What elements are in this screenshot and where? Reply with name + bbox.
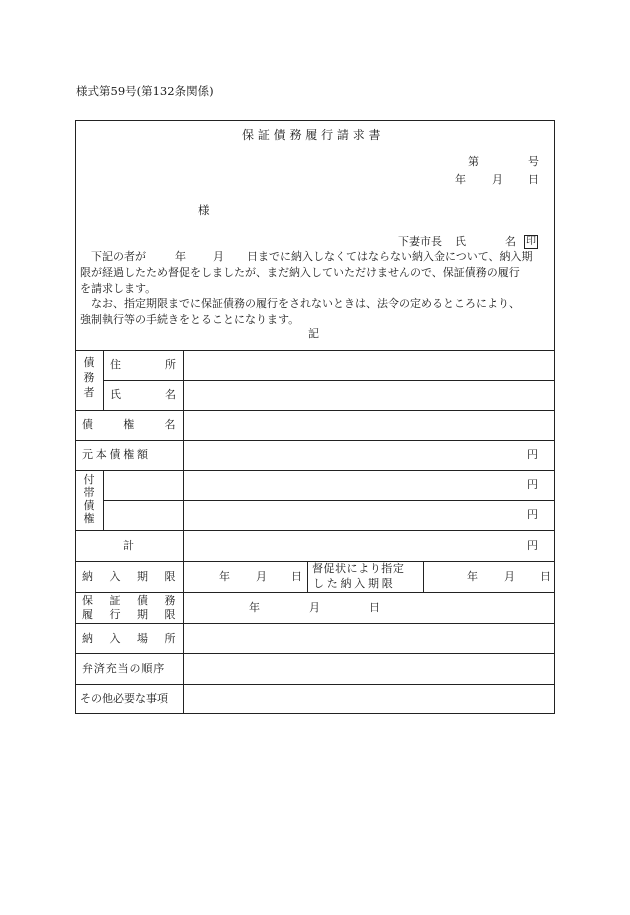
dunning-day: 日 bbox=[540, 570, 551, 583]
total-label: 計 bbox=[123, 539, 134, 552]
issuer-name-label: 氏 bbox=[455, 235, 466, 248]
dunning-year: 年 bbox=[467, 570, 478, 583]
body-p1-lead: 下記の者が bbox=[91, 250, 146, 263]
issuer-title: 下妻市長 bbox=[398, 235, 442, 248]
claim-name-label: 債 権 名 bbox=[82, 418, 179, 431]
dunning-label-2: した納入期限 bbox=[313, 577, 396, 590]
guarantee-label-2: 履 行 期 限 bbox=[82, 608, 179, 621]
name-label: 氏 名 bbox=[110, 388, 179, 401]
dunning-label-1: 督促状により指定 bbox=[312, 562, 405, 575]
guarantee-day: 日 bbox=[369, 601, 380, 614]
document-title: 保 証 債 務 履 行 請 求 書 bbox=[242, 128, 381, 142]
form-number-caption: 様式第59号(第132条関係) bbox=[76, 84, 214, 98]
payment-place-label: 納 入 場 所 bbox=[82, 632, 179, 645]
row-line-11 bbox=[75, 653, 555, 654]
total-yen: 円 bbox=[527, 539, 538, 552]
seal-mark: 印 bbox=[526, 236, 536, 247]
row-line-1 bbox=[75, 350, 555, 351]
dunning-month: 月 bbox=[504, 570, 515, 583]
row-line-6 bbox=[103, 500, 555, 501]
row-line-7 bbox=[75, 530, 555, 531]
name-field[interactable] bbox=[184, 389, 554, 409]
row-line-10 bbox=[75, 623, 555, 624]
allocation-order-label: 弁済充当の順序 bbox=[82, 662, 166, 675]
debtor-divider bbox=[103, 350, 104, 410]
ancillary-yen-2: 円 bbox=[527, 508, 538, 521]
ancillary-label: 付帯債権 bbox=[83, 473, 95, 525]
row-line-9 bbox=[75, 592, 555, 593]
address-label: 住 所 bbox=[110, 358, 179, 371]
guarantee-month: 月 bbox=[309, 601, 320, 614]
body-p1-line3: を請求します。 bbox=[80, 282, 157, 295]
due-date-label: 納 入 期 限 bbox=[82, 570, 179, 583]
ancillary-yen-1: 円 bbox=[527, 478, 538, 491]
body-p1-line2: 限が経過したため督促をしましたが、まだ納入していただけませんので、保証債務の履行 bbox=[80, 266, 520, 279]
number-suffix: 号 bbox=[528, 155, 539, 168]
other-matters-label: その他必要な事項 bbox=[80, 692, 168, 705]
due-day: 日 bbox=[291, 570, 302, 583]
allocation-order-field[interactable] bbox=[184, 657, 554, 681]
other-matters-field[interactable] bbox=[184, 688, 554, 712]
row-line-2 bbox=[103, 380, 555, 381]
due-mid-divider-left bbox=[307, 561, 308, 592]
body-p1-month: 月 bbox=[213, 250, 224, 263]
row-line-5 bbox=[75, 470, 555, 471]
address-field[interactable] bbox=[184, 359, 554, 379]
guarantee-year: 年 bbox=[249, 601, 260, 614]
principal-yen: 円 bbox=[527, 448, 538, 461]
body-p1-year: 年 bbox=[175, 250, 186, 263]
debtor-label: 債務者 bbox=[83, 356, 95, 399]
body-p2-line1: なお、指定期限までに保証債務の履行をされないときは、法令の定めるところにより、 bbox=[91, 297, 520, 310]
body-p2-line2: 強制執行等の手続きをとることになります。 bbox=[80, 313, 300, 326]
date-month-label: 月 bbox=[492, 173, 503, 186]
row-line-3 bbox=[75, 410, 555, 411]
guarantee-label-1: 保 証 債 務 bbox=[82, 594, 179, 607]
principal-label: 元本債権額 bbox=[82, 448, 151, 461]
payment-place-field[interactable] bbox=[184, 627, 554, 651]
date-year-label: 年 bbox=[455, 173, 466, 186]
claim-name-field[interactable] bbox=[184, 414, 554, 438]
body-p1-line1: 日までに納入しなくてはならない納入金について、納入期 bbox=[247, 250, 533, 263]
number-prefix: 第 bbox=[468, 155, 479, 168]
row-line-12 bbox=[75, 684, 555, 685]
due-month: 月 bbox=[256, 570, 267, 583]
addressee-suffix: 様 bbox=[198, 203, 210, 217]
due-mid-divider-right bbox=[423, 561, 424, 592]
ki-mark: 記 bbox=[308, 327, 319, 340]
date-day-label: 日 bbox=[528, 173, 539, 186]
issuer-name-label-2: 名 bbox=[505, 235, 516, 248]
due-year: 年 bbox=[219, 570, 230, 583]
ancillary-divider bbox=[103, 470, 104, 530]
row-line-4 bbox=[75, 440, 555, 441]
